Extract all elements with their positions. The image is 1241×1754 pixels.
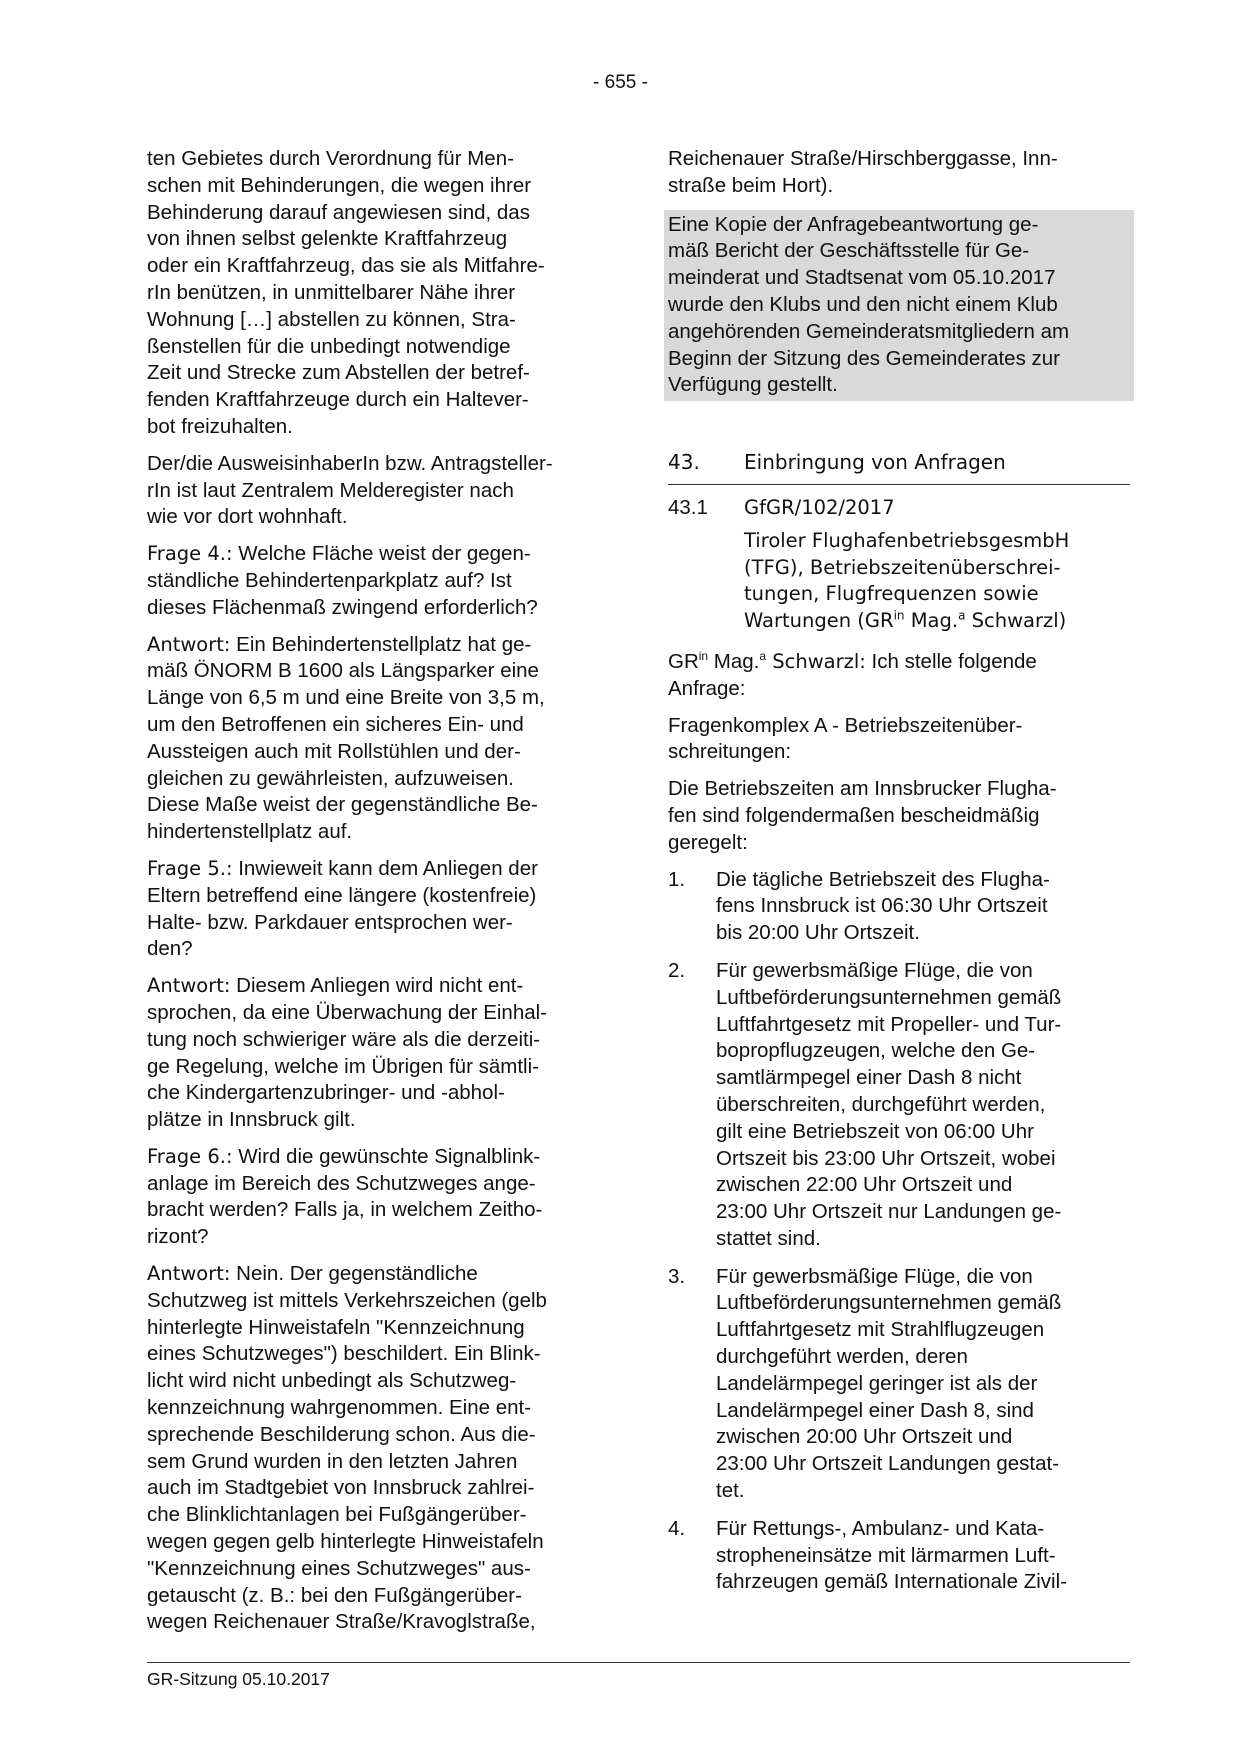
answer-5 [147, 973, 597, 1134]
question-6 [147, 1144, 597, 1251]
section-heading [668, 449, 1130, 485]
subsection-title-part: Schwarzl) [965, 609, 1067, 633]
left-column [147, 146, 597, 1646]
question-text: Wird die gewünschte Signalblink- anlage im Bereich des Schutzweges ange- bracht werden? Falls ja, in welchem Zeitho- rizont? [147, 1144, 543, 1249]
answer-4 [147, 632, 597, 846]
question-text: Inwieweit kann dem Anliegen der Eltern betreffend eine längere (kostenfreie) Halte- bzw. Parkdauer entsprochen wer- den? [147, 856, 538, 961]
list-item-number: 1. [668, 867, 686, 891]
paragraph: Fragenkomplex A - Betriebszeitenüber- schreitungen: [668, 713, 1023, 764]
list-item-text: Die tägliche Betriebszeit des Flugha- fens Innsbruck ist 06:30 Uhr Ortszeit bis 20:00 Uhr Ortszeit. [716, 867, 1050, 945]
section-title: Einbringung von Anfragen [744, 450, 1006, 475]
page-number: - 655 - [593, 72, 648, 93]
superscript: a [759, 649, 767, 664]
footer-divider [147, 1662, 1130, 1663]
question-4 [147, 541, 597, 621]
list-item [668, 958, 1130, 1253]
list-item-text: Für gewerbsmäßige Flüge, die von Luftbeförderungsunternehmen gemäß Luftfahrtgesetz mit Propeller- und Tur- bopropflugzeugen, welche den Ge- samtlärmpegel einer Dash 8 nicht überschreiten, durchgeführt werden, gilt eine Betriebszeit von 06:00 Uhr Ortszeit bis 23:00 Uhr Ortszeit, wobei zwischen 22:00 Uhr Ortszeit und 23:00 Uhr Ortszeit nur Landungen ge- stattet sind. [716, 958, 1062, 1250]
question-text: Welche Fläche weist der gegen- ständliche Behindertenparkplatz auf? Ist dieses Flächenmaß zwingend erforderlich? [147, 542, 538, 619]
speaker-name: Schwarzl: [766, 649, 866, 673]
paragraph: Die Betriebszeiten am Innsbrucker Flugha- fen sind folgendermaßen bescheidmäßig geregelt: [668, 777, 1057, 854]
right-column [668, 146, 1130, 1607]
answer-text: Diesem Anliegen wird nicht ent- sprochen, da eine Überwachung der Einhal- tung noch schwieriger wäre als die derzeiti- ge Regelung, welche im Übrigen für sämtli- che Kindergartenzubringer- und -abhol- plätze in Innsbruck gilt. [147, 974, 548, 1132]
list-item-number: 2. [668, 958, 686, 982]
section-number: 43. [668, 450, 700, 475]
answer-text: Ein Behindertenstellplatz hat ge- mäß ÖNORM B 1600 als Längsparker eine Länge von 6,5 m und eine Breite von 3,5 m, um den Betroffenen ein sicheres Ein- und Aussteigen auch mit Rollstühlen und der- gleichen zu gewährleisten, aufzuweisen. Diese Maße weist der gegenständliche Be- hindertenstellplatz auf. [147, 632, 545, 844]
list-item-text: Für Rettungs-, Ambulanz- und Kata- stropheneinsätze mit lärmarmen Luft- fahrzeugen gemäß Internationale Zivil- [716, 1516, 1067, 1594]
paragraph: Reichenauer Straße/Hirschberggasse, Inn- straße beim Hort). [668, 147, 1058, 197]
shaded-note: Eine Kopie der Anfragebeantwortung ge- mäß Bericht der Geschäftsstelle für Ge- meinderat und Stadtsenat vom 05.10.2017 wurde den Klubs und den nicht einem Klub angehörenden Gemeinderatsmitgliedern am Beginn der Sitzung des Gemeinderates zur Verfügung gestellt. [664, 210, 1134, 402]
answer-label: Antwort: [147, 1262, 231, 1286]
speaker-paragraph [668, 649, 1130, 703]
answer-label: Antwort: [147, 974, 231, 998]
superscript: in [698, 649, 709, 664]
subsection-title [744, 528, 1130, 635]
subsection-title-part: Mag. [904, 609, 959, 633]
numbered-list [668, 867, 1130, 1597]
question-label: Frage 4.: [147, 542, 233, 566]
question-5 [147, 856, 597, 963]
speaker-text: Ich stelle folgende Anfrage: [668, 649, 1037, 700]
question-label: Frage 5.: [147, 856, 233, 880]
list-item-number: 3. [668, 1264, 686, 1288]
list-item-number: 4. [668, 1516, 686, 1540]
list-item [668, 1516, 1130, 1596]
subsection-number: 43.1 [668, 495, 708, 519]
subsection-heading [668, 495, 1130, 522]
answer-6 [147, 1261, 597, 1636]
superscript: a [958, 608, 966, 623]
question-label: Frage 6.: [147, 1144, 233, 1168]
superscript: in [893, 608, 905, 623]
paragraph: Der/die AusweisinhaberIn bzw. Antragsteller- rIn ist laut Zentralem Melderegister nach wie vor dort wohnhaft. [147, 451, 553, 529]
subsection-title-part: Tiroler FlughafenbetriebsgesmbH (TFG), Betriebszeitenüberschrei- tungen, Flugfrequenzen sowie Wartungen (GR [744, 528, 1070, 633]
list-item [668, 867, 1130, 947]
speaker-prefix: GR [668, 649, 699, 673]
paragraph: ten Gebietes durch Verordnung für Men- schen mit Behinderungen, die wegen ihrer Behinderung darauf angewiesen sind, das von ihnen selbst gelenkte Kraftfahrzeug oder ein Kraftfahrzeug, das sie als Mitfahre- rIn benützen, in unmittelbarer Nähe ihrer Wohnung […] abstellen zu können, Stra- ßenstellen für die unbedingt notwendige Zeit und Strecke zum Abstellen der betref- fenden Kraftfahrzeuge durch ein Haltever- bot freizuhalten. [147, 147, 545, 438]
speaker-title: Mag. [708, 649, 760, 673]
list-item-text: Für gewerbsmäßige Flüge, die von Luftbeförderungsunternehmen gemäß Luftfahrtgesetz mit Strahlflugzeugen durchgeführt werden, deren Landelärmpegel geringer ist als der Landelärmpegel einer Dash 8, sind zwischen 20:00 Uhr Ortszeit und 23:00 Uhr Ortszeit Landungen gestat- tet. [716, 1264, 1062, 1503]
list-item [668, 1264, 1130, 1505]
subsection-code: GfGR/102/2017 [744, 495, 895, 519]
answer-label: Antwort: [147, 632, 231, 656]
footer-text: GR-Sitzung 05.10.2017 [147, 1669, 330, 1689]
answer-text: Nein. Der gegenständliche Schutzweg ist mittels Verkehrszeichen (gelb hinterlegte Hinweistafeln "Kennzeichnung eines Schutzweges") beschildert. Ein Blink- licht wird nicht unbedingt als Schutzweg- kennzeichnung wahrgenommen. Eine ent- sprechende Beschilderung schon. Aus die- sem Grund wurden in den letzten Jahren auch im Stadtgebiet von Innsbruck zahlrei- che Blinklichtanlagen bei Fußgängerüber- wegen gegen gelb hinterlegte Hinweistafeln "Kennzeichnung eines Schutzweges" aus- getauscht (z. B.: bei den Fußgängerüber- wegen Reichenauer Straße/Kravoglstraße, [147, 1262, 547, 1634]
